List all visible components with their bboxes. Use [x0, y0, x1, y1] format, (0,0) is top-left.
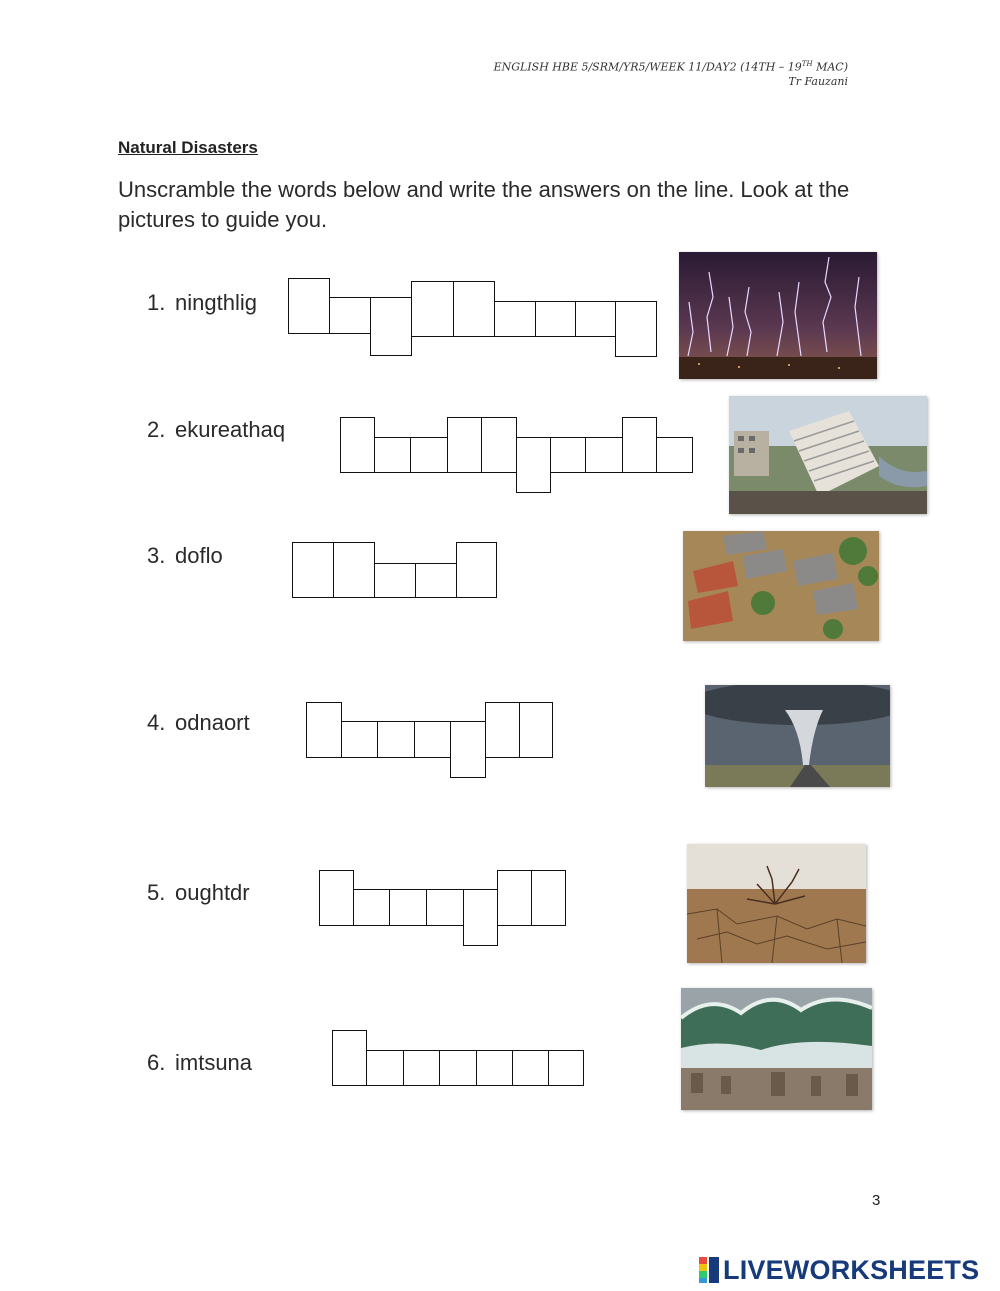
item-label: 2. ekureathaq	[147, 417, 286, 442]
letter-box[interactable]	[389, 889, 427, 926]
letter-box[interactable]	[370, 297, 412, 356]
letter-box[interactable]	[497, 870, 532, 926]
letter-box[interactable]	[439, 1050, 477, 1086]
instructions-text: Unscramble the words below and write the answers on the line. Look at the pictures to guide you.	[118, 177, 850, 232]
flood-photo	[683, 531, 879, 641]
letter-box[interactable]	[656, 437, 693, 473]
letter-box[interactable]	[374, 563, 416, 598]
letter-box[interactable]	[411, 281, 454, 337]
letter-box[interactable]	[535, 301, 576, 337]
letter-box[interactable]	[585, 437, 623, 473]
letter-box[interactable]	[333, 542, 375, 598]
letter-box[interactable]	[340, 417, 375, 473]
letter-box[interactable]	[519, 702, 553, 758]
letter-box[interactable]	[548, 1050, 584, 1086]
liveworksheets-logo[interactable]	[699, 1255, 979, 1285]
letter-box[interactable]	[292, 542, 334, 598]
letter-box[interactable]	[403, 1050, 440, 1086]
section-title: Natural Disasters	[118, 138, 258, 157]
letter-box[interactable]	[512, 1050, 549, 1086]
tornado-photo	[705, 685, 890, 787]
letter-box[interactable]	[353, 889, 390, 926]
letter-box[interactable]	[481, 417, 517, 473]
drought-photo	[687, 844, 866, 963]
letter-box[interactable]	[410, 437, 448, 473]
letter-box[interactable]	[319, 870, 354, 926]
letter-box[interactable]	[306, 702, 342, 758]
letter-box[interactable]	[414, 721, 451, 758]
document-header-course-code: ENGLISH HBE 5/SRM/YR5/WEEK 11/DAY2 (14TH – 19TH MAC)	[493, 60, 848, 74]
item-label: 3. doflo	[147, 543, 223, 568]
letter-box[interactable]	[516, 437, 551, 493]
letter-box[interactable]	[329, 297, 371, 334]
item-label: 1. ningthlig	[147, 290, 257, 315]
letter-box[interactable]	[426, 889, 464, 926]
letter-box[interactable]	[463, 889, 498, 946]
letter-box[interactable]	[456, 542, 497, 598]
tsunami-photo	[681, 988, 872, 1110]
letter-box[interactable]	[332, 1030, 367, 1086]
earthquake-building-photo	[729, 396, 927, 514]
letter-box[interactable]	[575, 301, 616, 337]
item-label: 5. oughtdr	[147, 880, 250, 905]
brand-name: LIVEWORKSHEETS	[723, 1254, 980, 1285]
letter-box[interactable]	[476, 1050, 513, 1086]
liveworksheets-icon	[699, 1257, 721, 1283]
page-number: 3	[872, 1192, 881, 1209]
letter-box[interactable]	[366, 1050, 404, 1086]
letter-box[interactable]	[485, 702, 520, 758]
letter-box[interactable]	[447, 417, 482, 473]
letter-box[interactable]	[494, 301, 536, 337]
letter-box[interactable]	[550, 437, 586, 473]
letter-box[interactable]	[374, 437, 411, 473]
letter-box[interactable]	[453, 281, 495, 337]
item-label: 4. odnaort	[147, 710, 250, 735]
document-header-teacher: Tr Fauzani	[788, 75, 848, 88]
letter-box[interactable]	[615, 301, 657, 357]
letter-box[interactable]	[622, 417, 657, 473]
letter-box[interactable]	[341, 721, 378, 758]
lightning-storm-photo	[679, 252, 877, 379]
letter-box[interactable]	[415, 563, 457, 598]
letter-box[interactable]	[531, 870, 566, 926]
letter-box[interactable]	[450, 721, 486, 778]
letter-box[interactable]	[288, 278, 330, 334]
item-label: 6. imtsuna	[147, 1050, 253, 1075]
letter-box[interactable]	[377, 721, 415, 758]
